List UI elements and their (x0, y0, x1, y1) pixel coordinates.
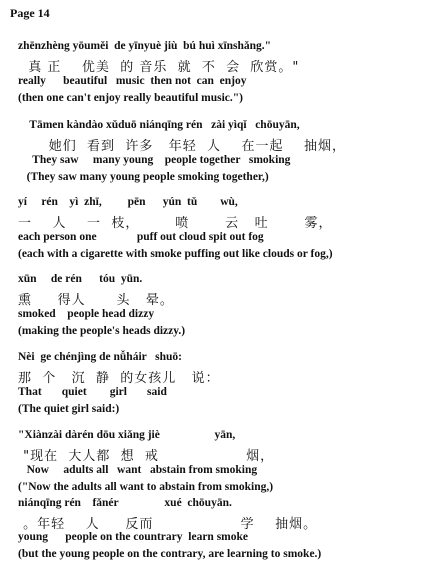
english-gloss-line: really beautiful music then not can enjoy (18, 75, 247, 87)
english-gloss-line: Now adults all want abstain from smoking (18, 464, 258, 476)
hanzi-line: 。年轻 人 反而 学 抽烟。 (18, 517, 318, 532)
page-number: Page 14 (10, 6, 50, 20)
pinyin-line: xūn de rén tóu yūn. (18, 273, 143, 285)
translation-line: (each with a cigarette with smoke puffing out like clouds or fog,) (18, 248, 333, 260)
translation-line: (They saw many young people smoking together,) (18, 171, 269, 183)
english-gloss-line: That quiet girl said (18, 386, 167, 398)
hanzi-line: 她们 看到 许多 年轻 人 在一起 抽烟， (18, 139, 347, 154)
english-gloss-line: smoked people head dizzy (18, 308, 155, 320)
english-gloss-line: each person one puff out cloud spit out fog (18, 231, 264, 243)
hanzi-line: 一 人 一 枝， 喷 云 吐 雾， (18, 216, 333, 231)
pinyin-line: yí rén yì zhī, pēn yún tǔ wù, (18, 196, 238, 208)
translation-line: (but the young people on the contrary, are learning to smoke.) (18, 548, 322, 560)
translation-line: ("Now the adults all want to abstain from smoking,) (18, 481, 274, 493)
translation-line: (The quiet girl said:) (18, 403, 120, 415)
hanzi-line: 那 个 沉 静 的女孩儿 说： (18, 371, 220, 386)
hanzi-line: 真 正 优美 的 音乐 就 不 会 欣赏。" (18, 60, 300, 75)
pinyin-line: niánqīng rén fǎnér xué chōuyān. (18, 497, 232, 509)
pinyin-line: Nèi ge chénjìng de nǚháir shuō: (18, 351, 183, 363)
english-gloss-line: young people on the countrary learn smoke (18, 531, 248, 543)
translation-line: (then one can't enjoy really beautiful music.") (18, 92, 243, 104)
pinyin-line: "Xiànzài dàrén dōu xiǎng jiè yān, (18, 429, 236, 441)
pinyin-line: zhēnzhèng yōuměi de yīnyuè jiù bú huì xīnshǎng." (18, 40, 272, 52)
translation-line: (making the people's heads dizzy.) (18, 325, 186, 337)
english-gloss-line: They saw many young people together smoking (18, 154, 291, 166)
hanzi-line: 熏 得人 头 晕。 (18, 293, 174, 308)
pinyin-line: Tāmen kàndào xǔduō niánqīng rén zài yìqǐ chōuyān, (18, 119, 300, 131)
hanzi-line: "现在 大人都 想 戒 烟， (18, 449, 275, 464)
